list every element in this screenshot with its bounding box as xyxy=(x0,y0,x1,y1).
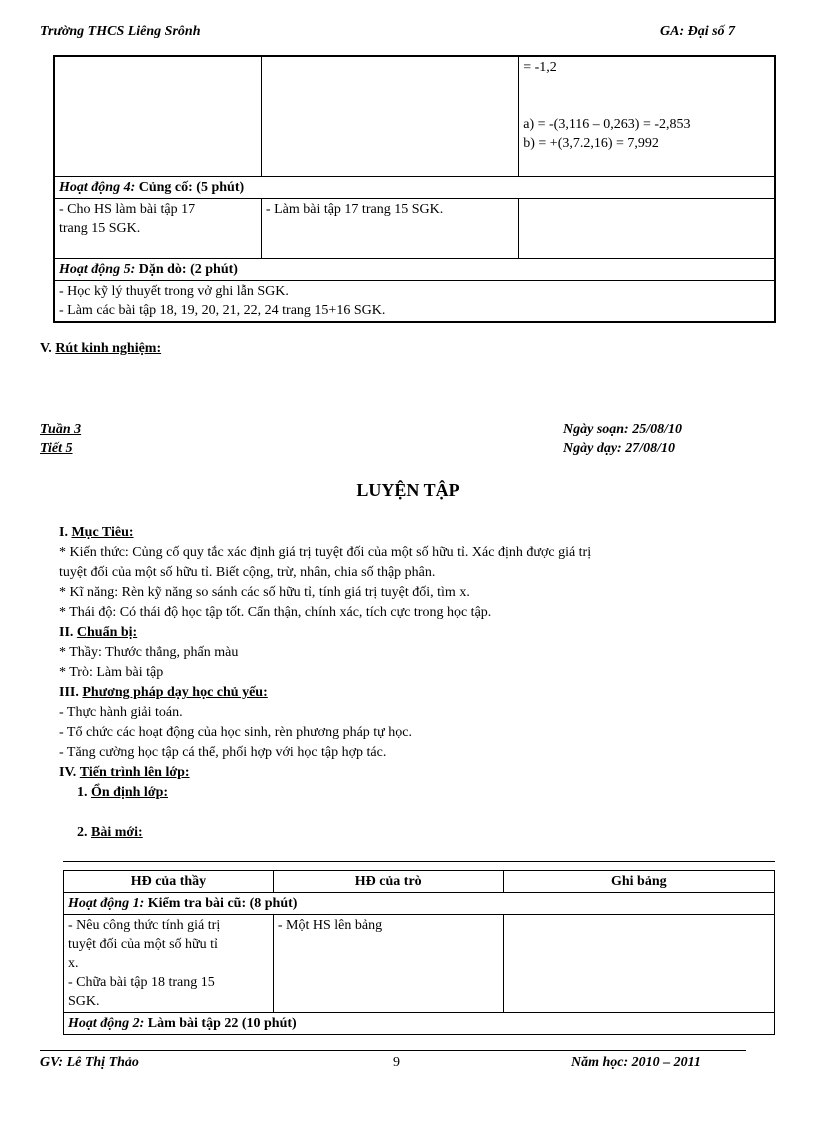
activity-row xyxy=(54,176,775,198)
answer-line: b) = +(3,7.2,16) = 7,992 xyxy=(523,136,659,151)
column-header: Ghi bảng xyxy=(503,871,774,893)
preparation-line: * Trò: Làm bài tập xyxy=(59,665,164,680)
activity-title: Kiểm tra bài cũ: (8 phút) xyxy=(144,896,298,911)
objective-line: * Kiến thức: Củng cố quy tắc xác định giá trị tuyệt đối của một số hữu tỉ. Xác định được giá trị xyxy=(59,545,592,560)
activity-row xyxy=(64,893,775,915)
teacher-name: GV: Lê Thị Thảo xyxy=(40,1055,139,1070)
teacher-activity: - Cho HS làm bài tập 17 xyxy=(59,201,196,217)
subject-label: GA: Đại số 7 xyxy=(660,24,736,39)
teacher-activity: tuyệt đối của một số hữu tỉ xyxy=(68,937,218,952)
section-heading: III. Phương pháp dạy học chủ yếu: xyxy=(59,685,268,700)
method-line: - Tổ chức các hoạt động của học sinh, rèn phương pháp tự học. xyxy=(59,725,412,740)
table-cell xyxy=(54,56,261,176)
activity-label: Hoạt động 1: xyxy=(68,896,145,911)
activity-title: Củng cố: (5 phút) xyxy=(135,179,245,195)
objective-line: * Kĩ năng: Rèn kỹ năng so sánh các số hữu tỉ, tính giá trị tuyệt đối, tìm x. xyxy=(59,585,470,600)
table-row xyxy=(54,280,775,322)
student-activity: - Một HS lên bảng xyxy=(277,918,383,933)
method-line: - Tăng cường học tập cá thể, phối hợp với học tập hợp tác. xyxy=(59,745,387,760)
table-cell xyxy=(64,915,274,1013)
teacher-activity: x. xyxy=(68,956,79,971)
table-row xyxy=(54,56,775,176)
lesson-plan-body xyxy=(59,523,759,843)
teacher-activity: - Nêu công thức tính giá trị xyxy=(68,918,221,933)
section-heading: I. Mục Tiêu: xyxy=(59,525,134,540)
prep-date: Ngày soạn: 25/08/10 xyxy=(563,422,682,437)
activity-label: Hoạt động 4: xyxy=(59,179,136,195)
table-cell xyxy=(261,56,518,176)
section-heading: IV. Tiến trình lên lớp: xyxy=(59,765,190,780)
table-cell xyxy=(519,198,775,258)
table-cell xyxy=(503,915,774,1013)
section-heading: II. Chuẩn bị: xyxy=(59,625,138,640)
lesson-table xyxy=(63,870,775,1035)
page-title: LUYỆN TẬP xyxy=(356,480,460,500)
period-label: Tiết 5 xyxy=(40,441,73,456)
method-line: - Thực hành giải toán. xyxy=(59,705,183,720)
school-year: Năm học: 2010 – 2011 xyxy=(571,1055,701,1070)
table-header-row xyxy=(64,871,775,893)
column-header: HĐ của thầy xyxy=(64,871,274,893)
page-number: 9 xyxy=(393,1055,400,1070)
answer-line: a) = -(3,116 – 0,263) = -2,853 xyxy=(523,117,691,132)
footer-rule xyxy=(40,1050,746,1051)
table-row xyxy=(64,915,775,1013)
table-cell xyxy=(261,198,518,258)
student-activity: - Làm bài tập 17 trang 15 SGK. xyxy=(265,201,444,217)
teach-date: Ngày dạy: 27/08/10 xyxy=(563,441,675,456)
lesson-table-continued xyxy=(53,55,776,323)
lesson-week-period xyxy=(40,420,81,458)
objective-line: tuyệt đối của một số hữu tỉ. Biết cộng, trừ, nhân, chia số thập phân. xyxy=(59,565,436,580)
lesson-dates xyxy=(563,420,682,458)
table-cell xyxy=(519,56,775,176)
activity-title: Làm bài tập 22 (10 phút) xyxy=(144,1016,297,1031)
homework-item: - Làm các bài tập 18, 19, 20, 21, 22, 24 trang 15+16 SGK. xyxy=(59,302,386,318)
section-experience xyxy=(40,341,161,357)
teacher-activity: - Chữa bài tập 18 trang 15 xyxy=(68,975,215,990)
homework-item: - Học kỹ lý thuyết trong vở ghi lẫn SGK. xyxy=(59,283,289,299)
activity-row xyxy=(54,258,775,280)
table-row xyxy=(54,198,775,258)
school-name: Trường THCS Liêng Srônh xyxy=(40,24,201,39)
process-step: 1. Ổn định lớp: xyxy=(77,785,169,800)
column-header: HĐ của trò xyxy=(273,871,503,893)
week-label: Tuần 3 xyxy=(40,422,82,437)
process-step: 2. Bài mới: xyxy=(77,825,143,840)
teacher-activity: SGK. xyxy=(68,994,100,1009)
activity-label: Hoạt động 2: xyxy=(68,1016,145,1031)
objective-line: * Thái độ: Có thái độ học tập tốt. Cẩn thận, chính xác, tích cực trong học tập. xyxy=(59,605,492,620)
table-cell xyxy=(54,198,261,258)
table-top-rule xyxy=(63,861,775,862)
activity-row xyxy=(64,1013,775,1035)
table-cell xyxy=(273,915,503,1013)
answer-line: = -1,2 xyxy=(523,60,557,75)
section-title: Rút kinh nghiệm: xyxy=(55,341,162,356)
preparation-line: * Thầy: Thước thẳng, phấn màu xyxy=(59,645,239,660)
section-number: V. xyxy=(40,341,52,356)
activity-label: Hoạt động 5: xyxy=(59,261,136,277)
teacher-activity: trang 15 SGK. xyxy=(59,220,141,236)
activity-title: Dặn dò: (2 phút) xyxy=(135,261,238,277)
